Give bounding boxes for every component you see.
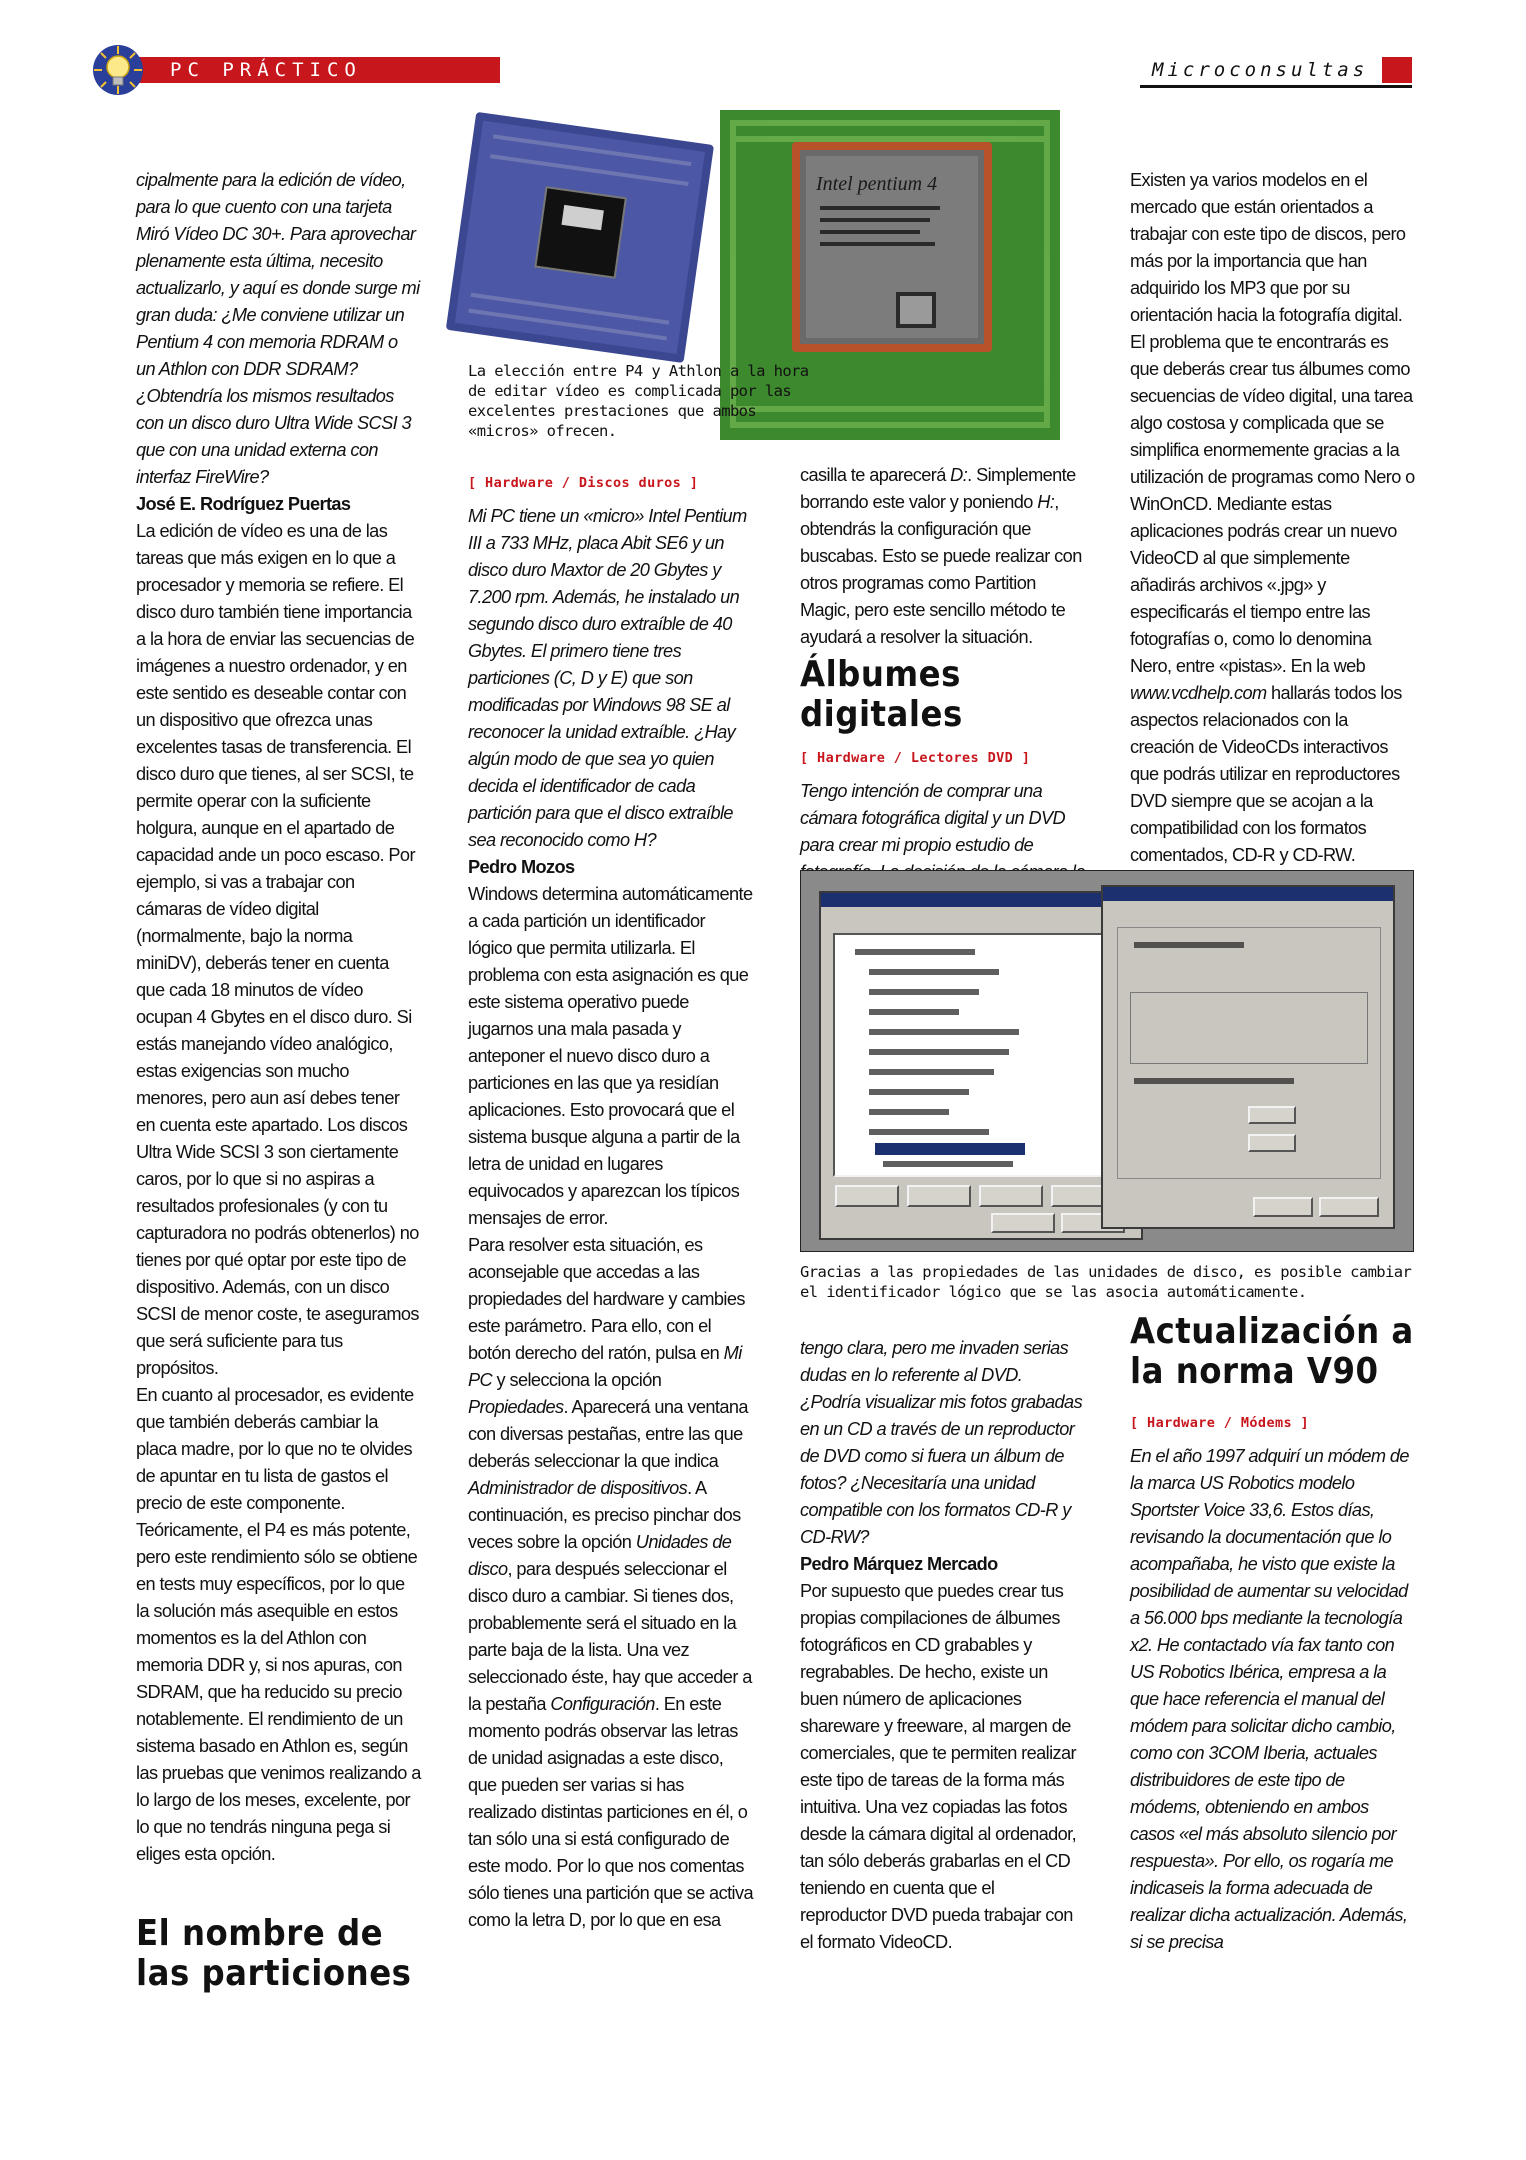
answer-2-term-unidades: Unidades de disco <box>468 1532 732 1579</box>
device-manager-screenshot <box>800 870 1414 1252</box>
tag-modems: [ Hardware / Módems ] <box>1130 1415 1310 1431</box>
answer-2-term-admin: Administrador de dispositivos <box>468 1478 688 1498</box>
column-4-bottom <box>1130 1312 1415 1956</box>
answer-1-paragraph-2: En cuanto al procesador, es evidente que también deberás cambiar la placa madre, por lo que no te olvides de apuntar en tu lista de gastos el precio de este componente. Teóricamente, el P4 es más potente, pero este rendimiento sólo se obtiene en tests muy específicos, por lo que la solución más asequible en estos momentos es la del Athlon con memoria DDR y, si nos apuras, con SDRAM, que ha reducido su precio notablemente. El rendimiento de un sistema basado en Athlon es, según las pruebas que venimos realizando a lo largo de los meses, excelente, por lo que no tendrás ninguna pega si eliges esta opción. <box>136 1385 421 1864</box>
answer-3-text-a: Existen ya varios modelos en el mercado que están orientados a trabajar con este tipo de discos, pero más por la importancia que han adquirido los MP3 que por su orientación hacia la fotografía digital. El problema que te encontrarás es que deberás crear tus álbumes como secuencias de vídeo digital, una tarea algo costosa y complicada que se simplifica enormemente gracias a la utilización de programas como Nero o WinOnCD. Mediante estas aplicaciones podrás crear un nuevo VideoCD al que simplemente añadirás archivos «.jpg» y especificarás el tiempo entre las fotografías o, como lo denomina Nero, entre «pistas». En la web <box>1130 170 1415 676</box>
answer-2-term-configuracion: Configuración <box>550 1694 655 1714</box>
header-rule <box>1140 85 1412 88</box>
disk-properties-window <box>1101 885 1395 1229</box>
question-4: En el año 1997 adquirí un módem de la marca US Robotics modelo Sportster Voice 33,6. Estos días, revisando la documentación que lo acompañaba, he visto que existe la posibilidad de aumentar su velocidad a 56.000 bps mediante la tecnología x2. He contactado vía fax tanto con US Robotics Ibérica, empresa a la que hace referencia el manual del módem para solicitar dicho cambio, como con 3COM Iberia, actuales distribuidores de este tipo de módems, obteniendo en ambos casos «el más absoluto silencio por respuesta». Por ello, os rogaría me indicaseis la forma adecuada de realizar dicha actualización. Además, si se precisa <box>1130 1446 1409 1952</box>
question-1-intro: cipalmente para la edición de vídeo, para lo que cuento con una tarjeta Miró Vídeo DC 30+. Para aprovechar plenamente esta última, necesito actualizarlo, y aquí es donde surge mi gran duda: ¿Me conviene utilizar un Pentium 4 con memoria RDRAM o un Athlon con DDR SDRAM? ¿Obtendría los mismos resultados con un disco duro Ultra Wide SCSI 3 que con una unidad externa con interfaz FireWire? <box>136 170 420 487</box>
cancel-button-2[interactable] <box>1319 1197 1379 1217</box>
header-category-label: Microconsultas <box>1152 59 1369 81</box>
cont-drive-d: D: <box>950 465 968 485</box>
answer-3-paragraph <box>1130 167 1415 869</box>
options-checkboxes[interactable] <box>1130 992 1368 1064</box>
heading-v90: Actualización a la norma V90 <box>1130 1311 1414 1392</box>
remove-button[interactable] <box>979 1185 1043 1207</box>
window-titlebar <box>821 893 1141 907</box>
answer-2-paragraph-2 <box>468 1232 753 1934</box>
header-right-bar <box>1382 57 1412 83</box>
column-1 <box>136 167 421 1994</box>
question-2: Mi PC tiene un «micro» Intel Pentium III a 733 MHz, placa Abit SE6 y un disco duro Maxtor de 20 Gbytes y 7.200 rpm. Además, he instalado un segundo disco duro extraíble de 40 Gbytes. El primero tiene tres particiones (C, D y E) que son modificadas por Windows 98 SE al reconocer la unidad extraíble. ¿Hay algún modo de que sea yo quien decida el identificador de cada partición para que el disco extraíble sea reconocido como H? <box>468 506 747 850</box>
cont-text-a: casilla te aparecerá <box>800 465 951 485</box>
answer-2-text-k: . En este momento podrás observar las letras de unidad asignadas a este disco, que pueden ser varias si has realizado distintas particiones en él, o tan sólo una si está configurado de este modo. Por lo que nos comentas sólo tienes una partición que se activa como la letra D, por lo que en esa <box>468 1694 753 1930</box>
answer-2-paragraph-1: Windows determina automáticamente a cada partición un identificador lógico que permita utilizarla. El problema con esta asignación es que este sistema operativo puede jugarnos una mala pasada y anteponer el nuevo disco duro a particiones en las que ya residían aplicaciones. Esto provocará que el sistema busque alguna a partir de la letra de unidad en lugares equivocados y aparezcan los típicos mensajes de error. <box>468 884 753 1228</box>
heading-particiones: El nombre de las particiones <box>136 1913 412 1994</box>
tag-discos-duros: [ Hardware / Discos duros ] <box>468 475 699 491</box>
cont-drive-h: H: <box>1037 492 1055 512</box>
system-properties-window <box>819 891 1143 1240</box>
column-4-top <box>1130 167 1415 869</box>
window-titlebar-2 <box>1103 887 1393 901</box>
screenshot-caption: Gracias a las propiedades de las unidades de disco, es posible cambiar el identificador lógico que se las asocia automáticamente. <box>800 1263 1412 1301</box>
chip-brand-text: Intel pentium 4 <box>816 173 938 195</box>
last-drive-letter-select[interactable] <box>1248 1134 1296 1152</box>
answer-2-text-g: . A continuación, es preciso pinchar dos veces sobre la opción <box>468 1478 741 1552</box>
first-drive-letter-select[interactable] <box>1248 1106 1296 1124</box>
answer-2-term-propiedades: Propiedades <box>468 1397 564 1417</box>
answer-2-text-c: y selecciona la opción <box>492 1370 662 1390</box>
author-3: Pedro Márquez Mercado <box>800 1554 998 1574</box>
author-2: Pedro Mozos <box>468 857 575 877</box>
cont-text-e: , obtendrás la configuración que buscabas. Esto se puede realizar con otros programas como Partition Magic, pero este sencillo método te ayudará a resolver la situación. <box>800 492 1082 647</box>
selected-disk-row <box>875 1143 1025 1155</box>
settings-panel <box>1117 927 1381 1179</box>
answer-2-text-a: Para resolver esta situación, es aconsejable que accedas a las propiedades del hardware y cambies este parámetro. Para ello, con el botón derecho del ratón, pulsa en <box>468 1235 745 1363</box>
answer-3-link[interactable]: www.vcdhelp.com <box>1130 683 1267 703</box>
athlon-chip <box>446 112 714 363</box>
question-3-start: Tengo intención de comprar una cámara fotográfica digital y un DVD para crear mi propio estudio de <box>800 781 1066 855</box>
answer-3-dvd: Por supuesto que puedes crear tus propias compilaciones de álbumes fotográficos en CD grabables y regrabables. De hecho, existe un buen número de aplicaciones shareware y freeware, al margen de comerciales, que te permiten realizar este tipo de tareas de la forma más intuitiva. Una vez copiadas las fotos desde la cámara digital al ordenador, tan sólo deberás grabarlas en el CD teniendo en cuenta que el reproductor DVD pueda trabajar con el formato VideoCD. <box>800 1581 1077 1952</box>
refresh-button[interactable] <box>907 1185 971 1207</box>
author-1: José E. Rodríguez Puertas <box>136 494 351 514</box>
answer-2-text-i: , para después seleccionar el disco duro a cambiar. Si tienes dos, probablemente será el situado en la parte baja de la lista. Una vez seleccionado éste, hay que acceder a la pestaña <box>468 1559 752 1714</box>
header-section-label: PC PRÁCTICO <box>170 59 362 81</box>
tag-lectores-dvd: [ Hardware / Lectores DVD ] <box>800 750 1031 766</box>
answer-3-text-b: hallarás todos los aspectos relacionados con la creación de VideoCDs interactivos que podrás utilizar en reproductores DVD siempre que se acojan a la compatibilidad con los formatos comentados, CD-R y CD-RW. <box>1130 683 1402 865</box>
column-2 <box>468 466 753 1934</box>
ok-button-2[interactable] <box>1253 1197 1313 1217</box>
answer-2-continuation <box>800 462 1085 651</box>
properties-button[interactable] <box>835 1185 899 1207</box>
question-3-cont: tengo clara, pero me invaden serias dudas en lo referente al DVD. ¿Podría visualizar mis fotos grabadas en un CD a través de un reproductor de DVD como si fuera un álbum de fotos? ¿Necesitaría una unidad compatible con los formatos CD-R y CD-RW? <box>800 1338 1083 1547</box>
answer-2-text-e: . Aparecerá una ventana con diversas pestañas, entre las que deberás seleccionar la que indica <box>468 1397 748 1471</box>
column-3-top <box>800 462 1085 886</box>
answer-1-paragraph-1: La edición de vídeo es una de las tareas que más exigen en lo que a procesador y memoria se refiere. El disco duro también tiene importancia a la hora de enviar las secuencias de imágenes a nuestro ordenador, y en este sentido es deseable contar con un dispositivo que ofrezca unas excelentes tasas de transferencia. El disco duro que tienes, al ser SCSI, te permite operar con la suficiente holgura, aunque en el apartado de capacidad ande un poco escaso. Por ejemplo, si vas a trabajar con cámaras de vídeo digital (normalmente, bajo la norma miniDV), deberás tener en cuenta que cada 18 minutos de vídeo ocupan 4 Gbytes en el disco duro. Si estás manejando vídeo analógico, estas exigencias son mucho menores, pero aun así debes tener en cuenta este apartado. Los discos Ultra Wide SCSI 3 son ciertamente caros, por lo que si no aspiras a resultados profesionales (y con tu capturadora no podrás obtenerlos) no tienes por qué optar por este tipo de dispositivo. Además, con un disco SCSI de menor coste, te aseguramos que será suficiente para tus propósitos. <box>136 521 419 1378</box>
device-tree <box>833 933 1137 1177</box>
cont-text-c: . Simplemente borrando este valor y poniendo <box>800 465 1076 512</box>
header-logo <box>92 44 144 96</box>
photo-caption: La elección entre P4 y Athlon a la hora de editar vídeo es complicada por las excelentes prestaciones que ambos «micros» ofrecen. <box>468 362 809 440</box>
heading-albumes: Álbumes digitales <box>800 654 963 735</box>
ok-button[interactable] <box>991 1213 1055 1233</box>
answer-2-term-mipc: Mi PC <box>468 1343 742 1390</box>
column-3-bottom <box>800 1335 1085 1956</box>
